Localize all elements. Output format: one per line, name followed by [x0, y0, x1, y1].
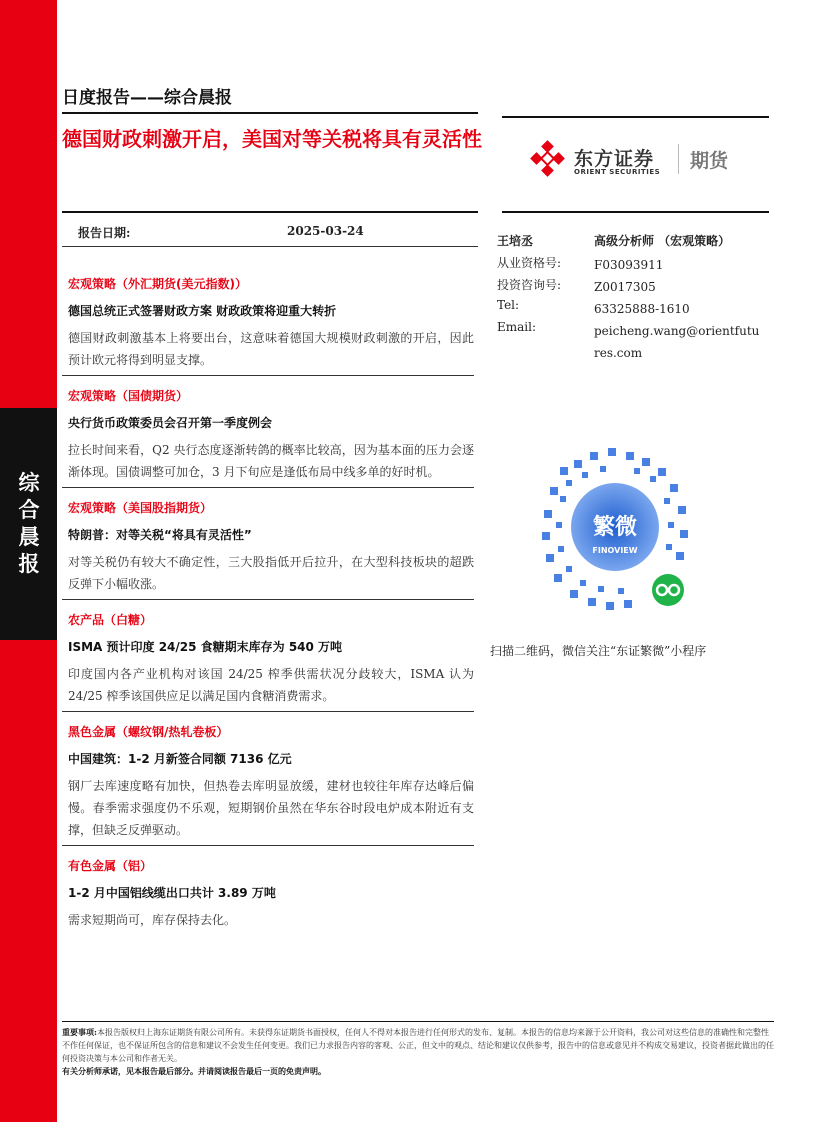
disclaimer-text: 本报告版权归上海东证期货有限公司所有。未获得东证期货书面授权，任何人不得对本报告进行任何形式的发布、复制。本报告的信息均来源于公开资料，我公司对这些信息的准确性和完整性不作任何保证，也不保证所包含的信息和建议不会发生任何变更。我们已力求报告内容的客观、公正，但文中的观点、结论和建议仅供参考，报告中的信息或意见并不构成交易建议，投资者据此做出的任何投资决策与本公司和作者无关。 [62, 1028, 774, 1063]
section-heading: 黑色金属（螺纹钢/热轧卷板） [68, 725, 229, 739]
report-date-label: 报告日期: [78, 226, 131, 240]
disclaimer [62, 1026, 774, 1065]
divider [62, 375, 474, 376]
divider [62, 112, 478, 114]
divider [62, 845, 474, 846]
divider [62, 599, 474, 600]
divider [502, 211, 769, 213]
section-subheading: 中国建筑：1-2 月新签合同额 7136 亿元 [68, 752, 292, 766]
section-subheading: 央行货币政策委员会召开第一季度例会 [68, 416, 273, 430]
diamond-logo-icon [528, 140, 566, 178]
analyst-name: 王培丞 [497, 234, 534, 248]
section-subheading: ISMA 预计印度 24/25 食糖期末库存为 540 万吨 [68, 640, 343, 654]
section-heading: 宏观策略（国债期货） [68, 389, 189, 403]
wechat-qr-code[interactable] [530, 432, 700, 632]
section-subheading: 特朗普：对等关税“将具有灵活性” [68, 528, 252, 542]
section-heading: 宏观策略（美国股指期货） [68, 501, 213, 515]
section-subheading: 德国总统正式签署财政方案 财政政策将迎重大转折 [68, 304, 337, 318]
divider [62, 487, 474, 488]
section-heading: 宏观策略（外汇期货(美元指数)） [68, 277, 247, 291]
section-paragraph: 拉长时间来看，Q2 央行态度逐渐转鸽的概率比较高，因为基本面的压力会逐渐体现。国债调整可加仓，3 月下旬应是逢低布局中线多单的好时机。 [68, 443, 474, 479]
divider [62, 246, 478, 247]
divider [502, 116, 769, 118]
section-paragraph: 印度国内各产业机构对该国 24/25 榨季供需状况分歧较大，ISMA 认为 24/25 榨季该国供应足以满足国内食糖消费需求。 [68, 667, 474, 703]
analyst-email[interactable]: peicheng.wang@orientfutures.com [594, 324, 760, 360]
section-paragraph: 钢厂去库速度略有加快，但热卷去库明显放缓，建材也较往年库存达峰后偏慢。春季需求强度仍不乐观，短期钢价虽然在华东谷时段电炉成本附近有支撑，但缺乏反弹驱动。 [68, 779, 474, 837]
logo-en: ORIENT SECURITIES [574, 168, 661, 176]
disclaimer-bottom: 有关分析师承诺，见本报告最后部分。并请阅读报告最后一页的免责声明。 [62, 1066, 326, 1076]
disclaimer-label: 重要事项: [62, 1027, 97, 1037]
logo-separator [678, 144, 679, 174]
qr-code-icon [530, 432, 700, 632]
qr-caption: 扫描二维码，微信关注“东证繁微”小程序 [490, 644, 707, 658]
section-paragraph: 对等关税仍有较大不确定性，三大股指低开后拉升，在大型科技板块的超跌反弹下小幅收涨。 [68, 555, 474, 591]
analyst-panel [497, 232, 777, 364]
section-paragraph: 德国财政刺激基本上将要出台，这意味着德国大规模财政刺激的开启，因此预计欧元将得到明显支撑。 [68, 331, 474, 367]
main-content [68, 270, 474, 935]
section-heading: 农产品（白糖） [68, 613, 153, 627]
qr-label: 繁微 [592, 515, 638, 540]
analyst-field-value: 63325888-1610 [594, 302, 690, 316]
doc-type: 日度报告——综合晨报 [62, 88, 232, 108]
logo-suffix: 期货 [690, 150, 729, 172]
section-heading: 有色金属（铝） [68, 859, 153, 873]
analyst-field-value: Z0017305 [594, 280, 656, 294]
divider [62, 211, 478, 213]
headline: 德国财政刺激开启，美国对等关税将具有灵活性 [62, 127, 482, 151]
qr-sublabel: FINOVIEW [592, 546, 638, 555]
analyst-field-label: 从业资格号: [497, 256, 562, 270]
company-logo [528, 140, 768, 180]
analyst-title: 高级分析师 （宏观策略） [594, 234, 731, 248]
analyst-field-value: F03093911 [594, 258, 664, 272]
side-label: 综合晨报 [18, 471, 40, 576]
section-subheading: 1-2 月中国铝线缆出口共计 3.89 万吨 [68, 886, 276, 900]
divider [62, 711, 474, 712]
section-paragraph: 需求短期尚可，库存保持去化。 [68, 913, 237, 927]
analyst-field-label: 投资咨询号: [497, 278, 562, 292]
analyst-field-label: Tel: [497, 298, 520, 312]
report-date-value: 2025-03-24 [287, 224, 364, 238]
logo-cn: 东方证券 [574, 148, 655, 170]
divider [62, 1021, 774, 1022]
analyst-field-label: Email: [497, 320, 537, 334]
